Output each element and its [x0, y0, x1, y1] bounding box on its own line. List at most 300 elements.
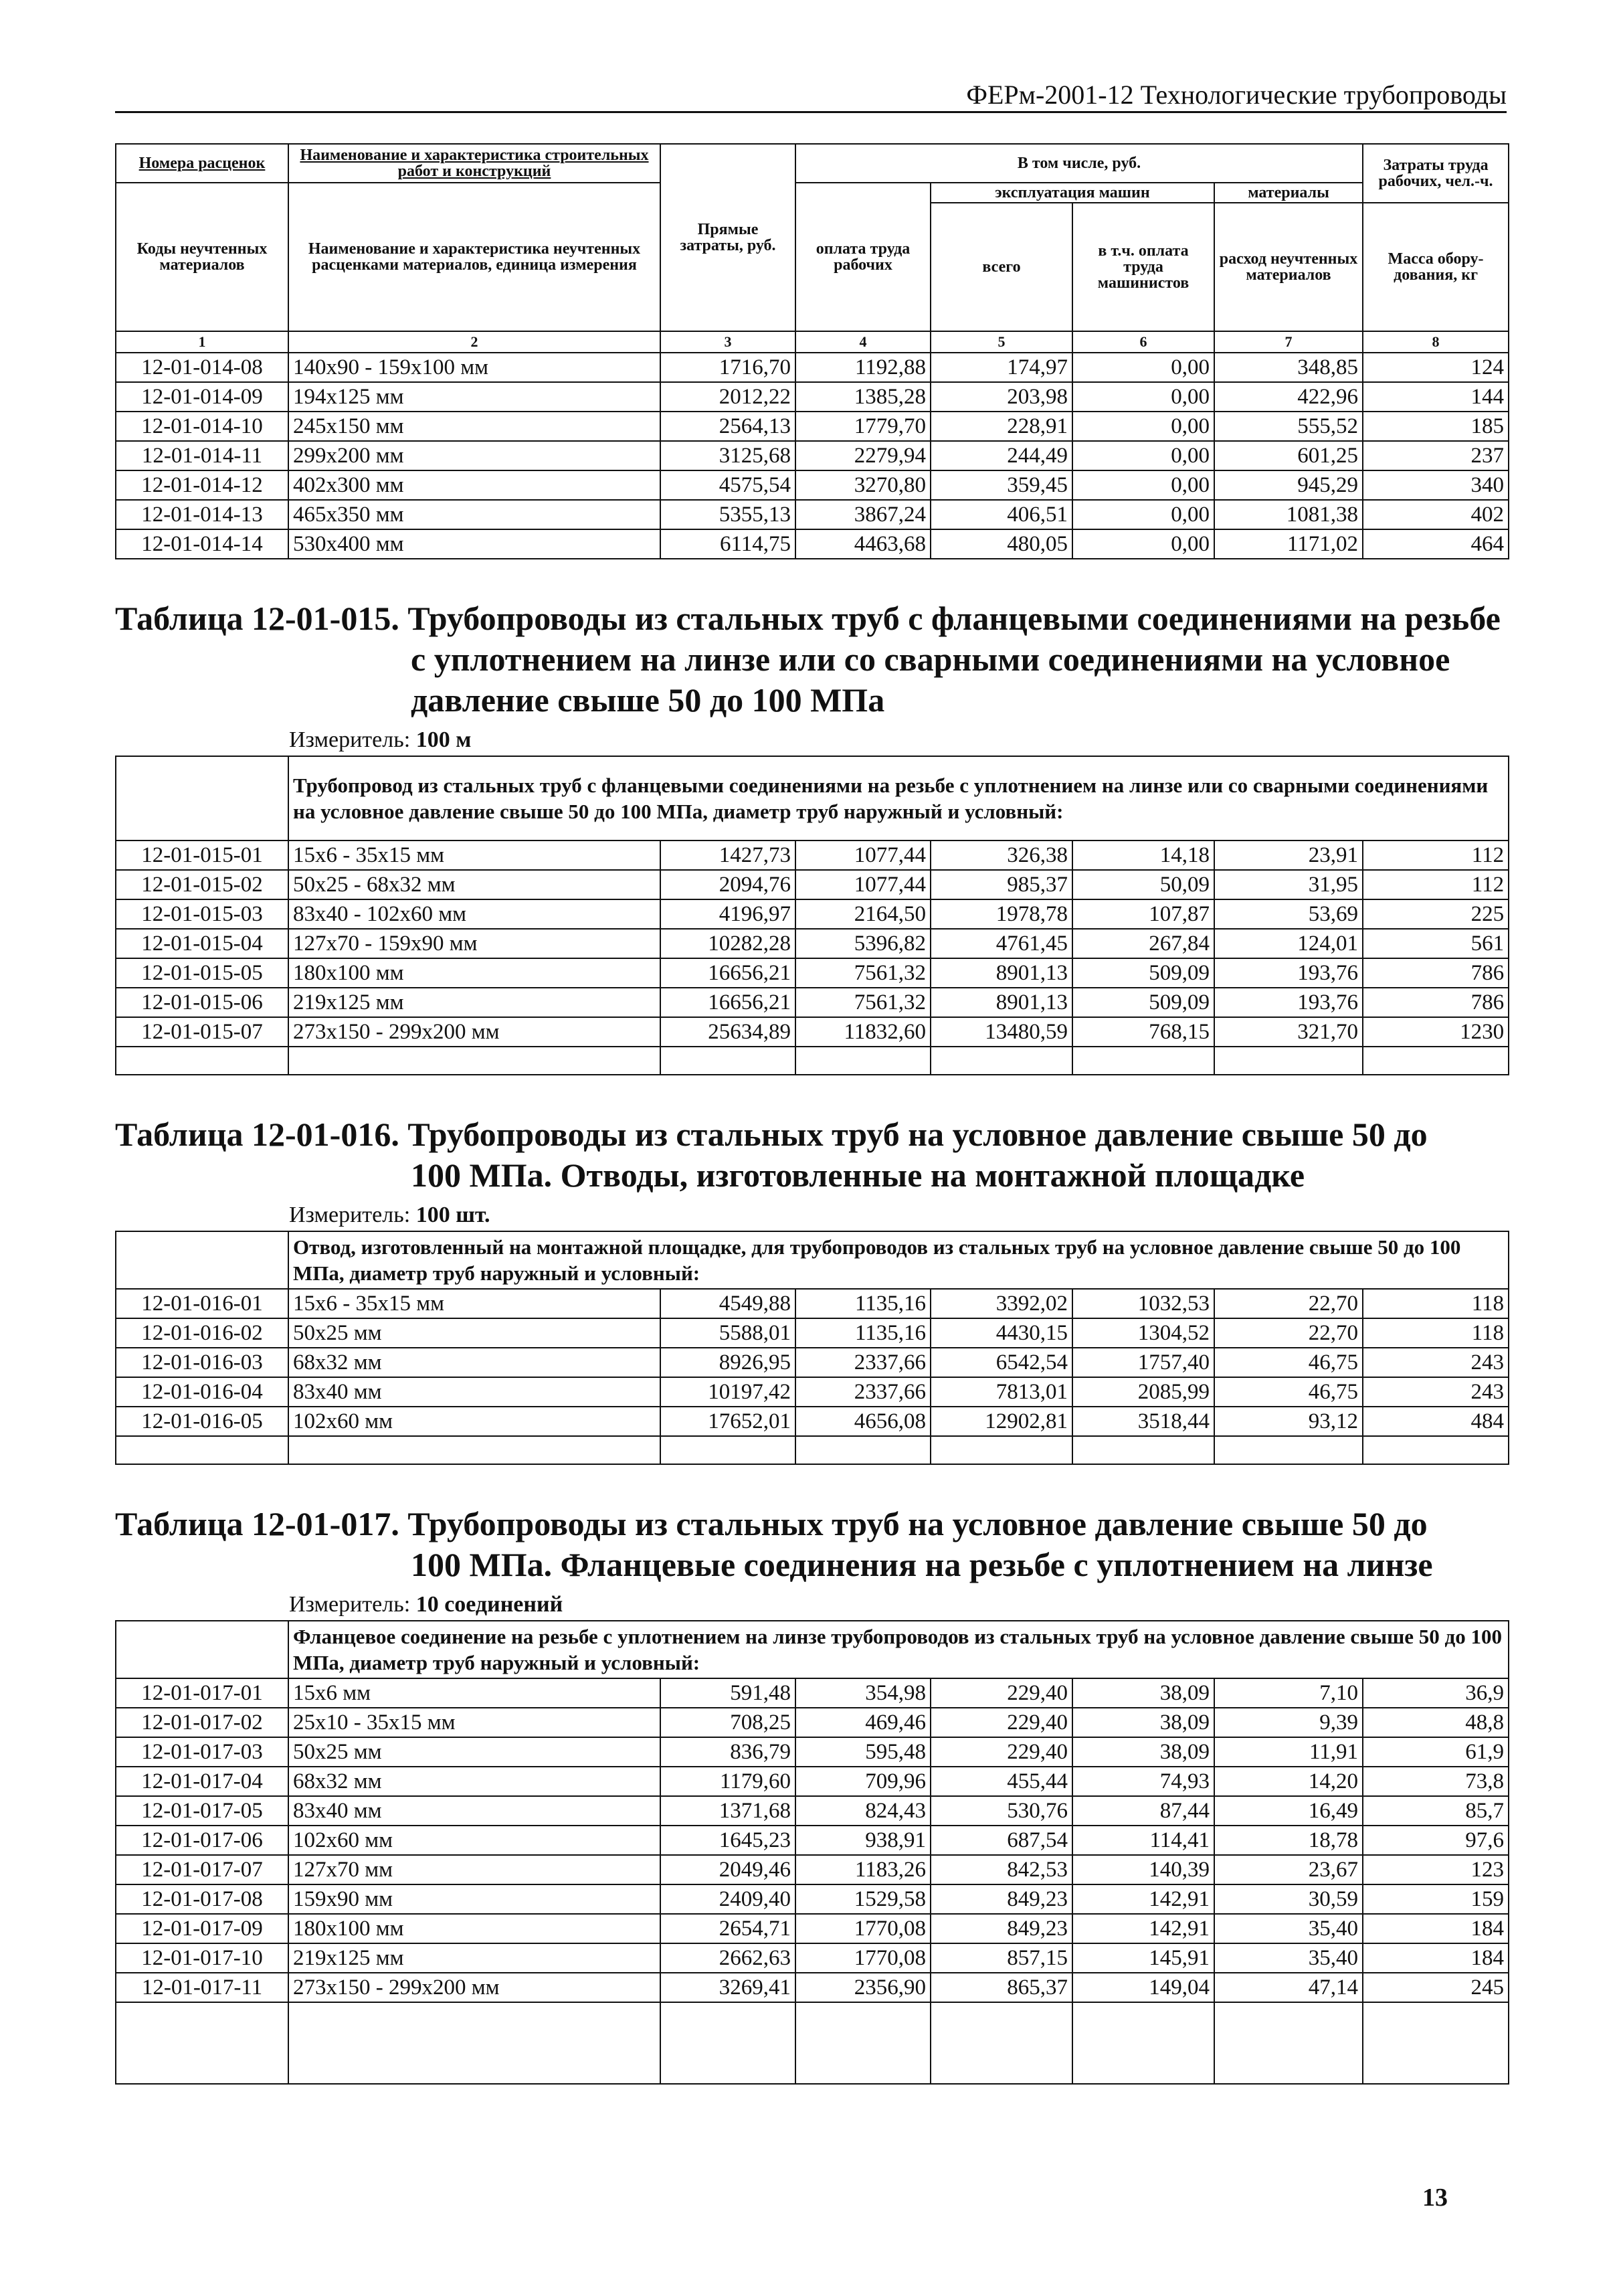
value-cell: 3125,68: [660, 441, 795, 470]
value-cell: 7561,32: [795, 988, 931, 1017]
value-cell: 709,96: [795, 1767, 931, 1796]
rate-code-cell: 12-01-014-08: [116, 353, 288, 382]
value-cell: 13480,59: [931, 1017, 1072, 1047]
value-cell: 359,45: [931, 470, 1072, 500]
name-cell: 194х125 мм: [288, 382, 660, 412]
value-cell: 4656,08: [795, 1407, 931, 1436]
value-cell: 8901,13: [931, 958, 1072, 988]
col-num: 6: [1072, 331, 1214, 353]
value-cell: 601,25: [1214, 441, 1363, 470]
col-num: 5: [931, 331, 1072, 353]
name-cell: 245х150 мм: [288, 412, 660, 441]
page-content: [115, 143, 1508, 2085]
value-cell: 142,91: [1072, 1884, 1214, 1914]
value-cell: 985,37: [931, 870, 1072, 899]
value-cell: 85,7: [1363, 1796, 1509, 1826]
value-cell: 2279,94: [795, 441, 931, 470]
rate-code-cell: 12-01-014-10: [116, 412, 288, 441]
value-cell: 18,78: [1214, 1826, 1363, 1855]
value-cell: 8926,95: [660, 1348, 795, 1377]
value-cell: 1385,28: [795, 382, 931, 412]
value-cell: 185: [1363, 412, 1509, 441]
page-number: 13: [1422, 2184, 1448, 2212]
value-cell: 5396,82: [795, 929, 931, 958]
value-cell: 11,91: [1214, 1737, 1363, 1767]
running-header: ФЕРм-2001-12 Технологические трубопроводы: [115, 82, 1507, 113]
name-cell: 102х60 мм: [288, 1826, 660, 1855]
value-cell: 38,09: [1072, 1678, 1214, 1708]
hdr-material-name: Наименование и характеристика неучтенных расценками материалов, единица измерения: [288, 183, 660, 331]
rate-code-cell: 12-01-014-11: [116, 441, 288, 470]
value-cell: 1183,26: [795, 1855, 931, 1884]
value-cell: 3392,02: [931, 1289, 1072, 1318]
rate-code-cell: 12-01-016-05: [116, 1407, 288, 1436]
value-cell: 144: [1363, 382, 1509, 412]
value-cell: 768,15: [1072, 1017, 1214, 1047]
value-cell: 38,09: [1072, 1737, 1214, 1767]
value-cell: 149,04: [1072, 1973, 1214, 2002]
rate-code-cell: 12-01-014-13: [116, 500, 288, 529]
value-cell: 7813,01: [931, 1377, 1072, 1407]
value-cell: 938,91: [795, 1826, 931, 1855]
name-cell: 402х300 мм: [288, 470, 660, 500]
value-cell: 142,91: [1072, 1914, 1214, 1943]
value-cell: 107,87: [1072, 899, 1214, 929]
value-cell: 123: [1363, 1855, 1509, 1884]
value-cell: 35,40: [1214, 1943, 1363, 1973]
value-cell: 145,91: [1072, 1943, 1214, 1973]
value-cell: 237: [1363, 441, 1509, 470]
value-cell: 6114,75: [660, 529, 795, 559]
value-cell: 945,29: [1214, 470, 1363, 500]
name-cell: 273х150 - 299х200 мм: [288, 1973, 660, 2002]
col-num: 1: [116, 331, 288, 353]
value-cell: 1171,02: [1214, 529, 1363, 559]
value-cell: 3269,41: [660, 1973, 795, 2002]
hdr-material-codes: Коды неучтенных материалов: [116, 183, 288, 331]
table-row: [116, 1407, 1509, 1436]
value-cell: 530,76: [931, 1796, 1072, 1826]
rate-code-cell: 12-01-016-04: [116, 1377, 288, 1407]
value-cell: 225: [1363, 899, 1509, 929]
table-row: [116, 441, 1509, 470]
value-cell: 1770,08: [795, 1914, 931, 1943]
value-cell: 1179,60: [660, 1767, 795, 1796]
rate-code-cell: 12-01-017-07: [116, 1855, 288, 1884]
rate-code-cell: 12-01-015-03: [116, 899, 288, 929]
value-cell: 87,44: [1072, 1796, 1214, 1826]
table-017-title: Таблица 12-01-017. Трубопроводы из стальных труб на условное давление свыше 50 до 100 МПа. Фланцевые соединения на резьбе с уплотнением на линзе: [115, 1505, 1433, 1583]
value-cell: 849,23: [931, 1884, 1072, 1914]
value-cell: 1757,40: [1072, 1348, 1214, 1377]
name-cell: 102х60 мм: [288, 1407, 660, 1436]
value-cell: 0,00: [1072, 529, 1214, 559]
value-cell: 228,91: [931, 412, 1072, 441]
table-row: [116, 412, 1509, 441]
table-row: [116, 929, 1509, 958]
value-cell: 38,09: [1072, 1708, 1214, 1737]
table-015-meter: Измеритель: 100 м: [289, 727, 472, 752]
rate-code-cell: 12-01-016-03: [116, 1348, 288, 1377]
value-cell: 0,00: [1072, 353, 1214, 382]
value-cell: 2654,71: [660, 1914, 795, 1943]
value-cell: 6542,54: [931, 1348, 1072, 1377]
value-cell: 74,93: [1072, 1767, 1214, 1796]
hdr-machines: эксплуатация машин: [931, 183, 1214, 203]
table-row: [116, 1348, 1509, 1377]
value-cell: 469,46: [795, 1708, 931, 1737]
table-row: [116, 1826, 1509, 1855]
hdr-machinists-pay: в т.ч. оплата труда машинистов: [1072, 203, 1214, 331]
value-cell: 786: [1363, 988, 1509, 1017]
value-cell: 229,40: [931, 1737, 1072, 1767]
value-cell: 2337,66: [795, 1377, 931, 1407]
value-cell: 354,98: [795, 1678, 931, 1708]
value-cell: 849,23: [931, 1914, 1072, 1943]
rate-code-cell: 12-01-017-10: [116, 1943, 288, 1973]
value-cell: 4463,68: [795, 529, 931, 559]
table-row: [116, 353, 1509, 382]
value-cell: 2662,63: [660, 1943, 795, 1973]
value-cell: 1304,52: [1072, 1318, 1214, 1348]
value-cell: 2337,66: [795, 1348, 931, 1377]
value-cell: 708,25: [660, 1708, 795, 1737]
value-cell: 3270,80: [795, 470, 931, 500]
name-cell: 68х32 мм: [288, 1767, 660, 1796]
table-row: [116, 1884, 1509, 1914]
value-cell: 824,43: [795, 1796, 931, 1826]
rate-code-cell: 12-01-015-05: [116, 958, 288, 988]
value-cell: 50,09: [1072, 870, 1214, 899]
name-cell: 530х400 мм: [288, 529, 660, 559]
value-cell: 1779,70: [795, 412, 931, 441]
value-cell: 124: [1363, 353, 1509, 382]
value-cell: 16656,21: [660, 988, 795, 1017]
rate-code-cell: 12-01-017-01: [116, 1678, 288, 1708]
name-cell: 273х150 - 299х200 мм: [288, 1017, 660, 1047]
value-cell: 455,44: [931, 1767, 1072, 1796]
value-cell: 1081,38: [1214, 500, 1363, 529]
table-row: [116, 382, 1509, 412]
value-cell: 7561,32: [795, 958, 931, 988]
value-cell: 12902,81: [931, 1407, 1072, 1436]
table-row: [116, 1973, 1509, 2002]
value-cell: 595,48: [795, 1737, 931, 1767]
value-cell: 2409,40: [660, 1884, 795, 1914]
table-row: [116, 958, 1509, 988]
value-cell: 16656,21: [660, 958, 795, 988]
value-cell: 1230: [1363, 1017, 1509, 1047]
value-cell: 140,39: [1072, 1855, 1214, 1884]
hdr-direct-costs: Прямые затраты, руб.: [660, 144, 795, 331]
table-row: [116, 988, 1509, 1017]
value-cell: 2085,99: [1072, 1377, 1214, 1407]
value-cell: 464: [1363, 529, 1509, 559]
name-cell: 50х25 мм: [288, 1318, 660, 1348]
value-cell: 509,09: [1072, 958, 1214, 988]
value-cell: 4761,45: [931, 929, 1072, 958]
value-cell: 348,85: [1214, 353, 1363, 382]
value-cell: 1529,58: [795, 1884, 931, 1914]
hdr-material-use: расход неучтенных материалов: [1214, 203, 1363, 331]
table-015-title: Таблица 12-01-015. Трубопроводы из стальных труб с фланцевыми соединениями на резьбе с уплотнением на линзе или со сварными соединениями на условное давление свыше 50 до 100 МПа: [115, 600, 1501, 719]
name-cell: 127х70 - 159х90 мм: [288, 929, 660, 958]
value-cell: 3867,24: [795, 500, 931, 529]
value-cell: 786: [1363, 958, 1509, 988]
name-cell: 83х40 мм: [288, 1377, 660, 1407]
table-row: [116, 1377, 1509, 1407]
value-cell: 340: [1363, 470, 1509, 500]
col-num: 4: [795, 331, 931, 353]
col-num: 3: [660, 331, 795, 353]
hdr-work-name: Наименование и характеристика строительных работ и конструкций: [288, 144, 660, 183]
table-row: [116, 1318, 1509, 1348]
table-row: [116, 899, 1509, 929]
value-cell: 8901,13: [931, 988, 1072, 1017]
rate-code-cell: 12-01-017-05: [116, 1796, 288, 1826]
value-cell: 836,79: [660, 1737, 795, 1767]
col-num: 7: [1214, 331, 1363, 353]
name-cell: 219х125 мм: [288, 1943, 660, 1973]
value-cell: 203,98: [931, 382, 1072, 412]
value-cell: 561: [1363, 929, 1509, 958]
value-cell: 4549,88: [660, 1289, 795, 1318]
value-cell: 47,14: [1214, 1973, 1363, 2002]
table-row: [116, 500, 1509, 529]
value-cell: 23,91: [1214, 841, 1363, 870]
value-cell: 484: [1363, 1407, 1509, 1436]
value-cell: 244,49: [931, 441, 1072, 470]
table-017-meter: Измеритель: 10 соединений: [289, 1592, 563, 1617]
rate-code-cell: 12-01-015-04: [116, 929, 288, 958]
table-row: [116, 1708, 1509, 1737]
table-row: [116, 470, 1509, 500]
value-cell: 118: [1363, 1318, 1509, 1348]
value-cell: 0,00: [1072, 382, 1214, 412]
value-cell: 17652,01: [660, 1407, 795, 1436]
value-cell: 46,75: [1214, 1348, 1363, 1377]
value-cell: 14,20: [1214, 1767, 1363, 1796]
name-cell: 140х90 - 159х100 мм: [288, 353, 660, 382]
name-cell: 15х6 мм: [288, 1678, 660, 1708]
table-016-description: Отвод, изготовленный на монтажной площадке, для трубопроводов из стальных труб на условное давление свыше 50 до 100 МПа, диаметр труб наружный и условный:: [288, 1231, 1509, 1289]
value-cell: 245: [1363, 1973, 1509, 2002]
value-cell: 193,76: [1214, 988, 1363, 1017]
rate-code-cell: 12-01-017-02: [116, 1708, 288, 1737]
value-cell: 2094,76: [660, 870, 795, 899]
value-cell: 46,75: [1214, 1377, 1363, 1407]
value-cell: 1077,44: [795, 841, 931, 870]
value-cell: 243: [1363, 1377, 1509, 1407]
value-cell: 0,00: [1072, 441, 1214, 470]
rate-code-cell: 12-01-017-06: [116, 1826, 288, 1855]
rate-code-cell: 12-01-016-01: [116, 1289, 288, 1318]
value-cell: 229,40: [931, 1678, 1072, 1708]
rate-code-cell: 12-01-015-06: [116, 988, 288, 1017]
value-cell: 5588,01: [660, 1318, 795, 1348]
col-num: 2: [288, 331, 660, 353]
value-cell: 4430,15: [931, 1318, 1072, 1348]
value-cell: 406,51: [931, 500, 1072, 529]
value-cell: 0,00: [1072, 470, 1214, 500]
table-017-description: Фланцевое соединение на резьбе с уплотнением на линзе трубопроводов из стальных труб на условное давление свыше 50 до 100 МПа, диаметр труб наружный и условный:: [288, 1621, 1509, 1678]
hdr-labor: Затраты труда рабочих, чел.-ч.: [1363, 144, 1509, 203]
value-cell: 2049,46: [660, 1855, 795, 1884]
rate-code-cell: 12-01-015-02: [116, 870, 288, 899]
value-cell: 2012,22: [660, 382, 795, 412]
table-row: [116, 1017, 1509, 1047]
value-cell: 114,41: [1072, 1826, 1214, 1855]
value-cell: 321,70: [1214, 1017, 1363, 1047]
hdr-machines-total: всего: [931, 203, 1072, 331]
value-cell: 0,00: [1072, 412, 1214, 441]
value-cell: 174,97: [931, 353, 1072, 382]
rate-code-cell: 12-01-017-03: [116, 1737, 288, 1767]
value-cell: 61,9: [1363, 1737, 1509, 1767]
rate-code-cell: 12-01-017-11: [116, 1973, 288, 2002]
name-cell: 15х6 - 35х15 мм: [288, 841, 660, 870]
value-cell: 1032,53: [1072, 1289, 1214, 1318]
table-row: [116, 1289, 1509, 1318]
name-cell: 68х32 мм: [288, 1348, 660, 1377]
table-015-description: Трубопровод из стальных труб с фланцевыми соединениями на резьбе с уплотнением на линзе или со сварными соединениями на условное давление свыше 50 до 100 МПа, диаметр труб наружный и условный:: [288, 756, 1509, 841]
name-cell: 219х125 мм: [288, 988, 660, 1017]
table-row: [116, 1678, 1509, 1708]
name-cell: 83х40 мм: [288, 1796, 660, 1826]
value-cell: 53,69: [1214, 899, 1363, 929]
value-cell: 97,6: [1363, 1826, 1509, 1855]
hdr-incl: В том числе, руб.: [795, 144, 1363, 183]
value-cell: 184: [1363, 1914, 1509, 1943]
name-cell: 180х100 мм: [288, 958, 660, 988]
value-cell: 9,39: [1214, 1708, 1363, 1737]
value-cell: 422,96: [1214, 382, 1363, 412]
table-row: [116, 1914, 1509, 1943]
col-num: 8: [1363, 331, 1509, 353]
value-cell: 842,53: [931, 1855, 1072, 1884]
value-cell: 687,54: [931, 1826, 1072, 1855]
table-row: [116, 1737, 1509, 1767]
rate-code-cell: 12-01-015-07: [116, 1017, 288, 1047]
name-cell: 83х40 - 102х60 мм: [288, 899, 660, 929]
value-cell: 1427,73: [660, 841, 795, 870]
table-row: [116, 1767, 1509, 1796]
hdr-worker-pay: оплата труда рабочих: [795, 183, 931, 331]
value-cell: 4196,97: [660, 899, 795, 929]
value-cell: 23,67: [1214, 1855, 1363, 1884]
value-cell: 480,05: [931, 529, 1072, 559]
value-cell: 35,40: [1214, 1914, 1363, 1943]
name-cell: 50х25 - 68х32 мм: [288, 870, 660, 899]
name-cell: 15х6 - 35х15 мм: [288, 1289, 660, 1318]
value-cell: 865,37: [931, 1973, 1072, 2002]
value-cell: 16,49: [1214, 1796, 1363, 1826]
table-row: [116, 1855, 1509, 1884]
value-cell: 112: [1363, 870, 1509, 899]
value-cell: 1077,44: [795, 870, 931, 899]
value-cell: 1371,68: [660, 1796, 795, 1826]
name-cell: 25х10 - 35х15 мм: [288, 1708, 660, 1737]
value-cell: 1645,23: [660, 1826, 795, 1855]
table-016-meter: Измеритель: 100 шт.: [289, 1203, 490, 1227]
value-cell: 1978,78: [931, 899, 1072, 929]
rates-table-header: [115, 143, 1509, 559]
value-cell: 30,59: [1214, 1884, 1363, 1914]
rate-code-cell: 12-01-017-09: [116, 1914, 288, 1943]
value-cell: 857,15: [931, 1943, 1072, 1973]
value-cell: 229,40: [931, 1708, 1072, 1737]
name-cell: 299х200 мм: [288, 441, 660, 470]
value-cell: 591,48: [660, 1678, 795, 1708]
value-cell: 402: [1363, 500, 1509, 529]
value-cell: 73,8: [1363, 1767, 1509, 1796]
value-cell: 112: [1363, 841, 1509, 870]
table-row: [116, 841, 1509, 870]
value-cell: 5355,13: [660, 500, 795, 529]
value-cell: 1770,08: [795, 1943, 931, 1973]
value-cell: 509,09: [1072, 988, 1214, 1017]
value-cell: 184: [1363, 1943, 1509, 1973]
value-cell: 326,38: [931, 841, 1072, 870]
value-cell: 0,00: [1072, 500, 1214, 529]
name-cell: 180х100 мм: [288, 1914, 660, 1943]
value-cell: 11832,60: [795, 1017, 931, 1047]
value-cell: 159: [1363, 1884, 1509, 1914]
hdr-rate-numbers: Номера расценок: [116, 144, 288, 183]
value-cell: 2564,13: [660, 412, 795, 441]
value-cell: 1192,88: [795, 353, 931, 382]
value-cell: 243: [1363, 1348, 1509, 1377]
table-row: [116, 870, 1509, 899]
value-cell: 25634,89: [660, 1017, 795, 1047]
value-cell: 93,12: [1214, 1407, 1363, 1436]
value-cell: 118: [1363, 1289, 1509, 1318]
value-cell: 124,01: [1214, 929, 1363, 958]
value-cell: 1716,70: [660, 353, 795, 382]
value-cell: 1135,16: [795, 1318, 931, 1348]
value-cell: 2164,50: [795, 899, 931, 929]
value-cell: 555,52: [1214, 412, 1363, 441]
value-cell: 193,76: [1214, 958, 1363, 988]
value-cell: 36,9: [1363, 1678, 1509, 1708]
value-cell: 1135,16: [795, 1289, 931, 1318]
rate-code-cell: 12-01-014-09: [116, 382, 288, 412]
hdr-materials: материалы: [1214, 183, 1363, 203]
value-cell: 14,18: [1072, 841, 1214, 870]
value-cell: 22,70: [1214, 1318, 1363, 1348]
rate-code-cell: 12-01-016-02: [116, 1318, 288, 1348]
rate-code-cell: 12-01-014-12: [116, 470, 288, 500]
value-cell: 48,8: [1363, 1708, 1509, 1737]
value-cell: 7,10: [1214, 1678, 1363, 1708]
table-row: [116, 1943, 1509, 1973]
table-row: [116, 1796, 1509, 1826]
value-cell: 3518,44: [1072, 1407, 1214, 1436]
name-cell: 127х70 мм: [288, 1855, 660, 1884]
value-cell: 10197,42: [660, 1377, 795, 1407]
table-016: [115, 1231, 1509, 1465]
rate-code-cell: 12-01-015-01: [116, 841, 288, 870]
value-cell: 267,84: [1072, 929, 1214, 958]
value-cell: 31,95: [1214, 870, 1363, 899]
rate-code-cell: 12-01-014-14: [116, 529, 288, 559]
value-cell: 4575,54: [660, 470, 795, 500]
value-cell: 2356,90: [795, 1973, 931, 2002]
name-cell: 50х25 мм: [288, 1737, 660, 1767]
rate-code-cell: 12-01-017-08: [116, 1884, 288, 1914]
hdr-equipment-mass: Масса обору-дования, кг: [1363, 203, 1509, 331]
name-cell: 159х90 мм: [288, 1884, 660, 1914]
